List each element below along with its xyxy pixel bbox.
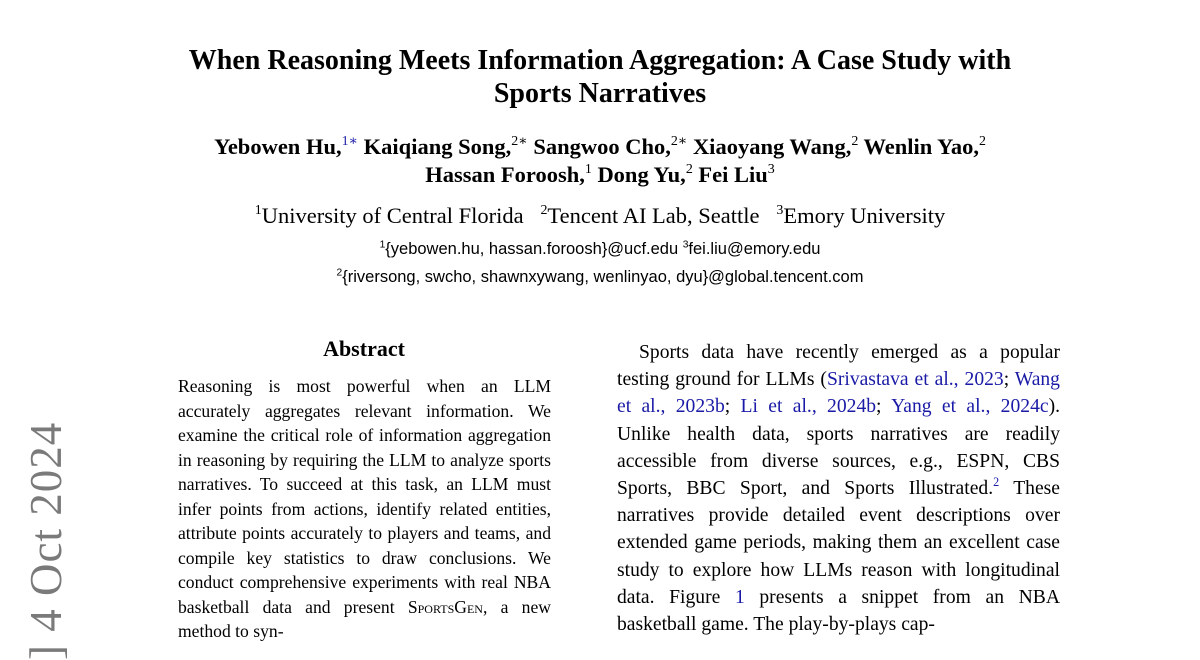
affil-mark: 1 bbox=[254, 202, 262, 218]
citation-sep: ; bbox=[1003, 369, 1015, 391]
affiliation: University of Central Florida bbox=[261, 203, 524, 228]
author-list bbox=[0, 133, 1200, 189]
email: {yebowen.hu, hassan.foroosh}@ucf.edu bbox=[385, 240, 679, 258]
intro-text: These narratives provide detailed event descriptions over extended game periods, making them an excellent case study to explore how LLMs reason with longitudinal data. Figure bbox=[617, 478, 1060, 608]
email-mark: 2 bbox=[336, 267, 343, 279]
affil-mark: 2 bbox=[540, 202, 548, 218]
citation-link[interactable]: Wang et al., 2023b bbox=[617, 369, 1060, 418]
author-affil-mark: 2∗ bbox=[511, 133, 528, 149]
email-line-1 bbox=[0, 240, 1200, 259]
author-affil-mark[interactable]: 1∗ bbox=[341, 133, 359, 149]
email-line-2 bbox=[0, 268, 1200, 287]
author-affil-mark: 3 bbox=[767, 161, 775, 177]
intro-text: Sports data have recently emerged as a popular testing ground for LLMs ( bbox=[617, 342, 1060, 391]
author-name: Hassan Foroosh, bbox=[425, 162, 585, 187]
author-name: Sangwoo Cho, bbox=[533, 134, 671, 159]
citation-sep: ; bbox=[876, 396, 892, 418]
author-name: Wenlin Yao, bbox=[863, 134, 979, 159]
citation-link[interactable]: Li et al., 2024b bbox=[740, 396, 877, 418]
author-affil-mark: 1 bbox=[584, 161, 592, 177]
author-name: Dong Yu, bbox=[597, 162, 686, 187]
intro-text: presents a snippet from an NBA basketball game. The play-by-plays cap- bbox=[617, 586, 1060, 636]
author-name: Kaiqiang Song, bbox=[363, 134, 512, 159]
paper-title bbox=[0, 44, 1200, 110]
author-name: Fei Liu bbox=[698, 162, 768, 187]
author-affil-mark: 2 bbox=[685, 161, 693, 177]
affiliation: Tencent AI Lab, Seattle bbox=[547, 203, 760, 228]
author-line-1 bbox=[0, 133, 1200, 161]
affiliation: Emory University bbox=[783, 203, 946, 228]
abstract-body bbox=[178, 374, 551, 644]
citation-sep: ; bbox=[724, 396, 741, 418]
citation-link[interactable]: Srivastava et al., 2023 bbox=[826, 369, 1004, 391]
intro-text: ). Unlike health data, sports narratives are readily accessible from diverse sources, e.g., ESPN, CBS Sports, BBC Sport, and Sports Illustrated. bbox=[617, 396, 1061, 500]
abstract-heading: Abstract bbox=[323, 336, 405, 361]
citation-link[interactable]: Yang et al., 2024c bbox=[891, 396, 1049, 418]
method-name: SportsGen bbox=[407, 596, 483, 617]
author-line-2 bbox=[0, 161, 1200, 189]
intro-body bbox=[617, 339, 1060, 638]
abstract-text-cont: , a new method to syn- bbox=[178, 596, 551, 641]
arxiv-stamp: ] 4 Oct 2024 bbox=[21, 421, 71, 660]
affiliations bbox=[0, 202, 1200, 230]
abstract-text: Reasoning is most powerful when an LLM accurately aggregates relevant information. We examine the critical role of information aggregation in reasoning by requiring the LLM to analyze sports narratives. To succeed at this task, an LLM must infer points from actions, identify related entities, attribute points accurately to players and teams, and compile key statistics to draw conclusions. We conduct comprehensive experiments with real NBA basketball data and present bbox=[178, 376, 551, 617]
title-line-2: Sports Narratives bbox=[493, 78, 707, 109]
email-mark: 3 bbox=[682, 239, 689, 251]
title-line-1: When Reasoning Meets Information Aggregation: A Case Study with bbox=[188, 45, 1012, 76]
author-affil-mark: 2 bbox=[978, 133, 986, 149]
author-name: Xiaoyang Wang, bbox=[692, 134, 852, 159]
author-name: Yebowen Hu, bbox=[214, 134, 342, 159]
email: fei.liu@emory.edu bbox=[688, 240, 821, 258]
figure-ref[interactable]: 1 bbox=[734, 586, 745, 608]
affil-mark: 3 bbox=[776, 202, 784, 218]
email: {riversong, swcho, shawnxywang, wenlinyao, dyu}@global.tencent.com bbox=[342, 268, 864, 286]
email-mark: 1 bbox=[379, 239, 386, 251]
author-affil-mark: 2 bbox=[851, 133, 859, 149]
author-affil-mark: 2∗ bbox=[670, 133, 688, 149]
footnote-ref[interactable]: 2 bbox=[993, 475, 1000, 490]
